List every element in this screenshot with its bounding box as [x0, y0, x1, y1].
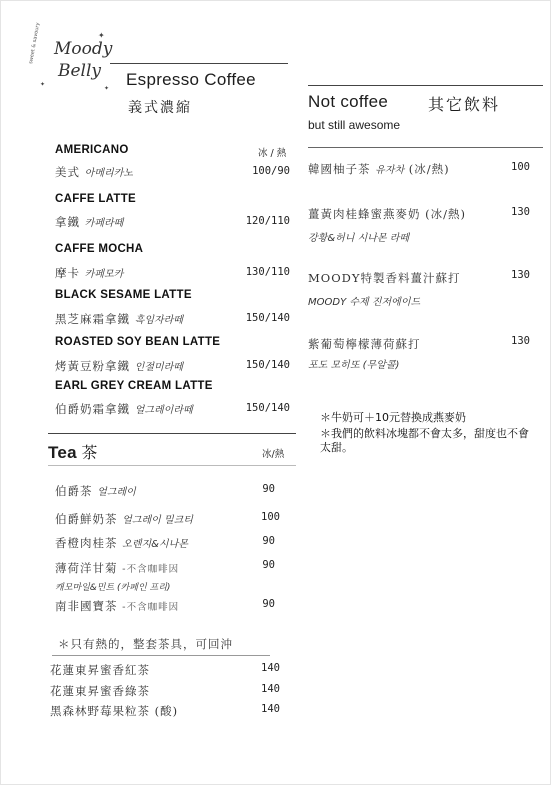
item-price: 140: [261, 703, 280, 715]
item-price: 150/140: [245, 359, 290, 371]
item-name-zh: 伯爵茶 얼그레이: [55, 484, 136, 498]
item-name-zh: 伯爵奶霜拿鐵 얼그레이라떼: [55, 402, 193, 416]
item-name-ko: 포도 모히또 (무알콜): [308, 360, 400, 371]
not-coffee-subtitle: but still awesome: [308, 118, 401, 132]
item-price: 120/110: [245, 215, 290, 227]
svg-text:✦: ✦: [104, 86, 110, 92]
item-price: 100: [511, 161, 530, 173]
item-name-zh: 黑森林野莓果粒茶 (酸): [50, 704, 179, 718]
not-coffee-title-zh: 其它飲料: [428, 95, 501, 114]
item-price: 90: [262, 598, 275, 610]
not-coffee-header-rule: [308, 85, 543, 86]
item-name-en: BLACK SESAME LATTE: [55, 289, 192, 301]
item-name-en: CAFFE LATTE: [55, 193, 137, 205]
not-coffee-divider: [308, 147, 543, 148]
item-name-zh: MOODY特製香料薑汁蘇打: [308, 271, 461, 285]
item-name-ko: MOODY 수제 진저에이드: [308, 297, 421, 308]
item-price: 90: [262, 483, 275, 495]
tea-temp-header: 冰/熱: [262, 449, 285, 460]
item-price: 130/110: [245, 266, 290, 278]
svg-text:✦: ✦: [98, 31, 105, 40]
item-name-zh: 薑黃肉桂蜂蜜燕麥奶 (冰/熱): [308, 207, 467, 221]
svg-text:Belly: Belly: [58, 61, 102, 81]
item-name-zh: 薄荷洋甘菊 -不含咖啡因: [55, 561, 180, 575]
item-price: 150/140: [245, 402, 290, 414]
item-price: 140: [261, 662, 280, 674]
item-name-zh: 紫葡萄檸檬薄荷蘇打: [308, 337, 421, 351]
item-name-en: EARL GREY CREAM LATTE: [55, 380, 213, 392]
tea-title: Tea 茶: [48, 443, 100, 462]
item-price: 140: [261, 683, 280, 695]
item-price: 130: [511, 269, 530, 281]
tea-divider: [48, 465, 296, 466]
item-name-zh: 南非國寶茶 -不含咖啡因: [55, 599, 180, 613]
item-name-ko: 강황&허니 시나몬 라떼: [308, 233, 410, 244]
not-coffee-title-en: Not coffee: [308, 92, 389, 111]
item-price: 130: [511, 335, 530, 347]
item-name-zh: 花蓮東昇蜜香綠茶: [50, 684, 150, 698]
oat-milk-note: ＊牛奶可＋10元替換成燕麥奶: [320, 411, 466, 424]
teapot-note: ＊只有熱的，整套茶具，可回沖: [58, 637, 233, 651]
espresso-temp-header: 冰 / 熱: [258, 148, 287, 159]
item-name-zh: 花蓮東昇蜜香紅茶: [50, 663, 150, 677]
item-name-zh: 摩卡 카페모카: [55, 266, 124, 280]
item-name-zh: 韓國柚子茶 유자차 (冰/熱): [308, 162, 450, 176]
item-name-zh: 美式 아메리카노: [55, 165, 133, 179]
item-name-zh: 香橙肉桂茶 오렌지&시나몬: [55, 536, 188, 550]
svg-text:sweet & savoury: sweet & savoury: [28, 22, 42, 65]
item-name-en: AMERICANO: [55, 144, 129, 156]
item-price: 90: [262, 559, 275, 571]
item-name-en: CAFFE MOCHA: [55, 243, 144, 255]
item-name-ko: 캐모마일&민트 (카페인 프리): [55, 583, 171, 593]
moody-belly-logo: [14, 20, 116, 100]
item-price: 90: [262, 535, 275, 547]
svg-text:Moody: Moody: [54, 39, 113, 59]
item-name-zh: 烤黃豆粉拿鐵 인절미라떼: [55, 359, 183, 373]
espresso-title-zh: 義式濃縮: [128, 100, 192, 116]
svg-text:✦: ✦: [40, 82, 46, 88]
espresso-title-en: Espresso Coffee: [126, 70, 256, 89]
ice-sweetness-note: ＊我們的飲料冰塊都不會太多，甜度也不會太甜。: [320, 427, 529, 454]
item-price: 130: [511, 206, 530, 218]
item-name-zh: 拿鐵 카페라떼: [55, 215, 124, 229]
tea-header-rule: [48, 433, 296, 434]
item-price: 100: [261, 511, 280, 523]
teapot-note-rule: [52, 655, 270, 656]
item-name-zh: 黑芝麻霜拿鐵 흑임자라떼: [55, 312, 183, 326]
item-price: 100/90: [252, 165, 290, 177]
espresso-header-rule: [110, 63, 288, 64]
item-name-en: ROASTED SOY BEAN LATTE: [55, 336, 221, 348]
item-name-zh: 伯爵鮮奶茶 얼그레이 밀크티: [55, 512, 193, 526]
item-price: 150/140: [245, 312, 290, 324]
